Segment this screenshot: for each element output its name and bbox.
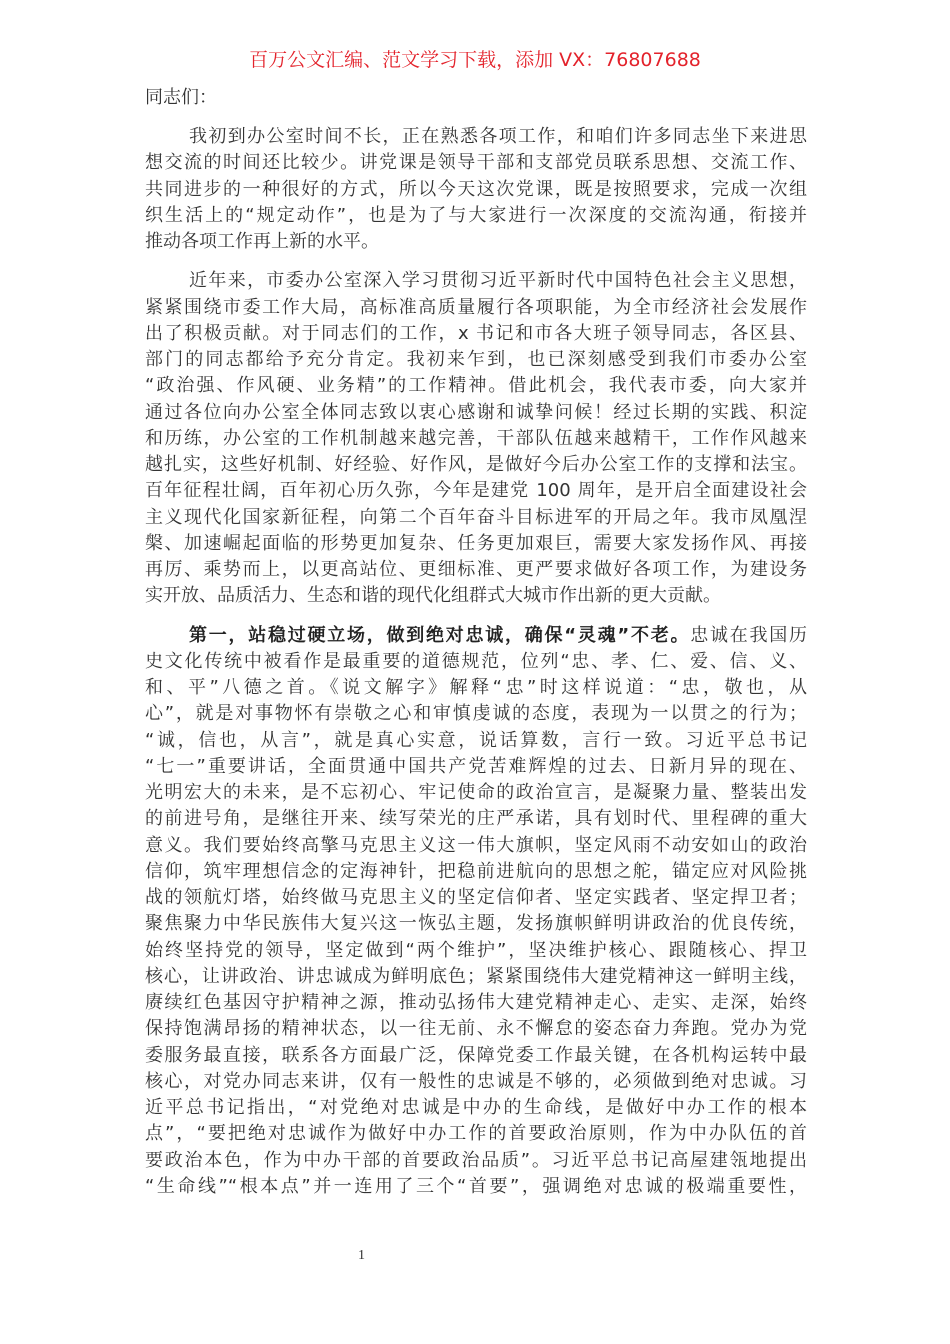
text-line: [145, 938, 807, 964]
text-line: [145, 833, 807, 859]
line-text: 想交流的时间还比较少。讲党课是领导干部和支部党员联系思想、交流工作、: [145, 152, 807, 174]
paragraph: [145, 268, 807, 609]
text-line: [145, 177, 807, 203]
line-text: 委服务最直接，联系各方面最广泛，保障党委工作最关键，在各机构运转中最: [145, 1044, 807, 1066]
line-text: 织生活上的“规定动作”，也是为了与大家进行一次深度的交流沟通，衔接并: [145, 204, 807, 226]
text-line: [145, 229, 807, 255]
text-line: [145, 701, 807, 727]
text-line: [145, 1148, 807, 1174]
text-line: [145, 321, 807, 347]
text-line: [145, 373, 807, 399]
line-text: 意义。我们要始终高擎马克思主义这一伟大旗帜，坚定风雨不动安如山的政治: [145, 834, 807, 856]
text-line: [145, 531, 807, 557]
text-line: [145, 203, 807, 229]
line-text: 点”，“要把绝对忠诚作为做好中办工作的首要政治原则，作为中办队伍的首: [145, 1123, 807, 1145]
text-line: [145, 623, 807, 649]
line-text: 共同进步的一种很好的方式，所以今天这次党课，既是按照要求，完成一次组: [145, 178, 807, 200]
text-line: [145, 124, 807, 150]
text-line: [145, 1043, 807, 1069]
text-line: [145, 557, 807, 583]
line-text: 近年来，市委办公室深入学习贯彻习近平新时代中国特色社会主义思想，: [189, 270, 807, 292]
line-text: 主义现代化国家新征程，向第二个百年奋斗目标进军的开局之年。我市凤凰涅: [145, 506, 807, 528]
text-line: [145, 911, 807, 937]
text-line: [145, 295, 807, 321]
text-line: [145, 400, 807, 426]
line-text: 赓续红色基因守护精神之源，推动弘扬伟大建党精神走心、走实、走深，始终: [145, 992, 807, 1013]
line-text: 心”，就是对事物怀有崇敬之心和审慎虔诚的态度，表现为一以贯之的行为；: [145, 703, 807, 725]
line-text: 和、平”八德之首。《说文解字》解释“忠”时这样说道：“忠，敬也，从: [145, 677, 807, 698]
text-line: [145, 347, 807, 373]
text-line: [145, 806, 807, 832]
line-text: 光明宏大的未来，是不忘初心、牢记使命的政治宣言，是凝聚力量、整装出发: [145, 782, 807, 803]
text-line: [145, 728, 807, 754]
text-line: [145, 859, 807, 885]
text-line: [145, 964, 807, 990]
section-heading: 第一，站稳过硬立场，做到绝对忠诚，确保“灵魂”不老。: [189, 624, 691, 646]
paragraph: [145, 623, 807, 1201]
line-text: 要政治本色，作为中办干部的首要政治品质”。习近平总书记高屋建瓴地提出: [145, 1149, 807, 1171]
line-text: 的前进号角，是继往开来、续写荣光的庄严承诺，具有划时代、里程碑的重大: [145, 808, 807, 830]
text-line: [145, 452, 807, 478]
line-text: 实开放、品质活力、生态和谐的现代化组群式大城市作出新的更大贡献。: [145, 585, 721, 607]
line-text: 通过各位向办公室全体同志致以衷心感谢和诚挚问候！经过长期的实践、积淀: [145, 401, 807, 423]
line-text: 出了积极贡献。对于同志们的工作，x 书记和市各大班子领导同志，各区县、: [145, 322, 807, 344]
text-line: [145, 268, 807, 294]
text-line: [145, 990, 807, 1016]
line-text: 紧紧围绕市委工作大局，高标准高质量履行各项职能，为全市经济社会发展作: [145, 296, 807, 318]
line-text: “生命线”“根本点”并一连用了三个“首要”，强调绝对忠诚的极端重要性，: [145, 1175, 807, 1197]
line-text: 近平总书记指出，“对党绝对忠诚是中办的生命线，是做好中办工作的根本: [145, 1097, 807, 1118]
line-text: 百年征程壮阔，百年初心历久弥，今年是建党 100 周年，是开启全面建设社会: [145, 480, 807, 502]
line-text: 槃、加速崛起面临的形势更加复杂、任务更加艰巨，需要大家发扬作风、再接: [145, 532, 807, 554]
text-line: [145, 1069, 807, 1095]
line-text: 史文化传统中被看作是最重要的道德规范，位列“忠、孝、仁、爱、信、义、: [145, 650, 807, 672]
line-text: 保持饱满昂扬的精神状态，以一往无前、永不懈怠的姿态奋力奔跑。党办为党: [145, 1018, 807, 1040]
page-number: 1: [358, 1248, 365, 1263]
text-line: [145, 1121, 807, 1147]
text-line: [145, 1095, 807, 1121]
line-text: “政治强、作风硬、业务精”的工作精神。借此机会，我代表市委，向大家并: [145, 375, 807, 397]
line-text: 聚焦聚力中华民族伟大复兴这一恢弘主题，发扬旗帜鲜明讲政治的优良传统，: [145, 913, 807, 935]
text-line: [145, 754, 807, 780]
line-text: 再厉、乘势而上，以更高站位、更细标准、更严要求做好各项工作，为建设务: [145, 559, 807, 580]
text-line: [145, 780, 807, 806]
watermark-header: 百万公文汇编、范文学习下载，添加 VX：76807688: [249, 49, 701, 71]
line-text: 越扎实，这些好机制、好经验、好作风，是做好今后办公室工作的支撑和法宝。: [145, 454, 807, 475]
line-text: 核心，对党办同志来讲，仅有一般性的忠诚是不够的，必须做到绝对忠诚。习: [145, 1070, 807, 1092]
text-line: [145, 885, 807, 911]
line-text: 信仰，筑牢理想信念的定海神针，把稳前进航向的思想之舵，锚定应对风险挑: [145, 860, 807, 882]
line-text: 推动各项工作再上新的水平。: [145, 231, 379, 252]
line-text: 始终坚持党的领导，坚定做到“两个维护”，坚决维护核心、跟随核心、捍卫: [145, 939, 807, 961]
text-line: [145, 1016, 807, 1042]
text-line: [145, 478, 807, 504]
line-text: 核心，让讲政治、讲忠诚成为鲜明底色；紧紧围绕伟大建党精神这一鲜明主线，: [145, 965, 807, 987]
text-line: [145, 505, 807, 531]
text-line: [145, 649, 807, 675]
document-body: [145, 124, 807, 1213]
salutation: 同志们：: [145, 87, 217, 108]
line-text: 我初到办公室时间不长，正在熟悉各项工作，和咱们许多同志坐下来进思: [189, 126, 807, 147]
text-line: [145, 1174, 807, 1200]
line-text: “诚，信也，从言”，就是真心实意，说话算数，言行一致。习近平总书记: [145, 729, 807, 751]
line-text: “七一”重要讲话，全面贯通中国共产党苦难辉煌的过去、日新月异的现在、: [145, 755, 807, 777]
text-line: [145, 150, 807, 176]
text-line: [145, 426, 807, 452]
paragraph: [145, 124, 807, 255]
line-text: 和历练，办公室的工作机制越来越完善，干部队伍越来越精干，工作作风越来: [145, 427, 807, 449]
text-line: [145, 583, 807, 609]
text-line: [145, 675, 807, 701]
line-text: 战的领航灯塔，始终做马克思主义的坚定信仰者、坚定实践者、坚定捍卫者；: [145, 887, 807, 908]
line-text: 部门的同志都给予充分肯定。我初来乍到，也已深刻感受到我们市委办公室: [145, 349, 807, 370]
line-text: 忠诚在我国历: [690, 624, 807, 646]
